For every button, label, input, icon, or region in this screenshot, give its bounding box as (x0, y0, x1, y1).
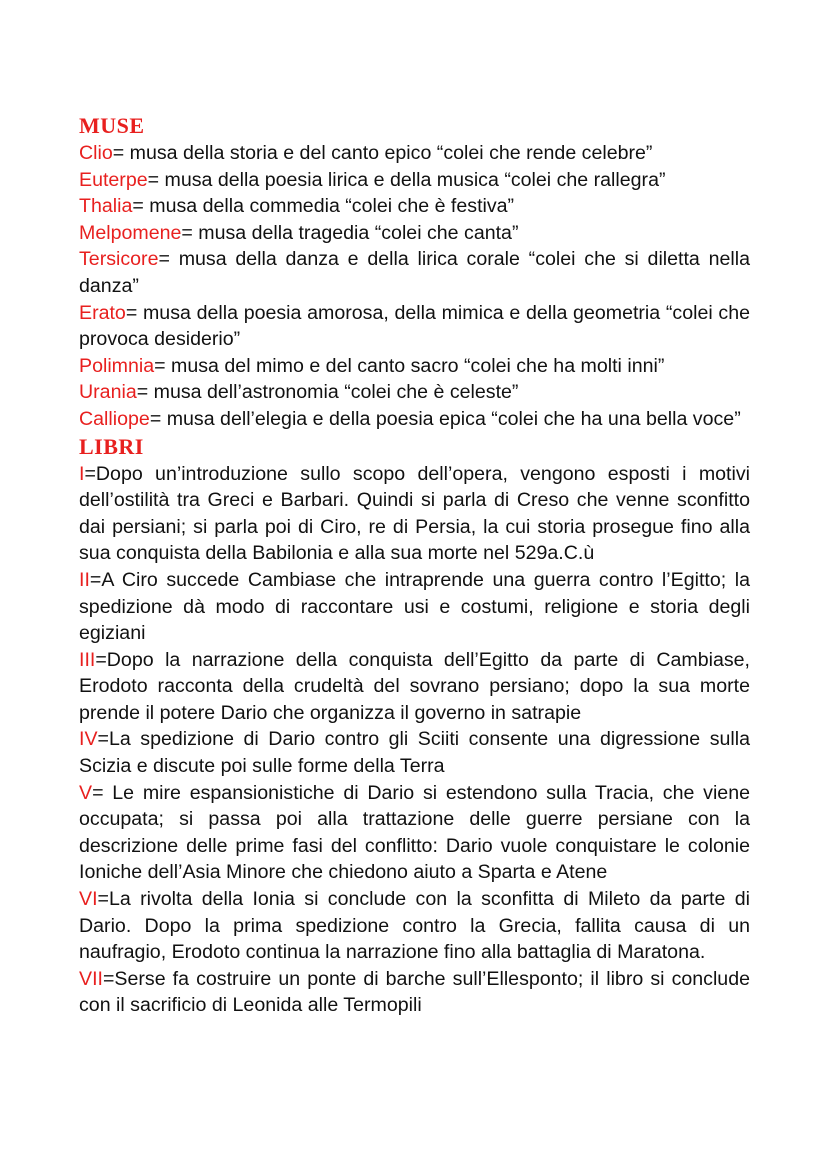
libro-number: VII (79, 967, 103, 990)
muse-entry-erato (79, 300, 750, 353)
libro-entry-3 (79, 647, 750, 727)
libro-entry-4 (79, 726, 750, 779)
muse-name: Melpomene (79, 221, 182, 244)
document-page (79, 112, 750, 1019)
muse-description: = musa della danza e della lirica corale “colei che si diletta nella danza” (79, 248, 750, 297)
libro-summary: =Serse fa costruire un ponte di barche sull’Ellesponto; il libro si conclude con il sacrificio di Leonida alle Termopili (79, 967, 750, 1017)
muse-heading: MUSE (79, 113, 145, 138)
muse-name: Thalia (79, 195, 133, 218)
libro-summary: =Dopo la narrazione della conquista dell’Egitto da parte di Cambiase, Erodoto racconta della crudeltà del sovrano persiano; dopo la sua morte prende il potere Dario che organizza il governo in satrapie (79, 648, 750, 724)
muse-name: Clio (79, 142, 113, 164)
muse-description: = musa dell’astronomia “colei che è celeste” (136, 381, 519, 404)
muse-description: = musa del mimo e del canto sacro “colei che ha molti inni” (154, 354, 665, 377)
muse-description: = musa della commedia “colei che è festiva” (132, 195, 515, 218)
muse-entry-calliope (79, 406, 750, 433)
libro-entry-5 (79, 780, 750, 886)
libro-number: II (79, 568, 90, 591)
muse-name: Calliope (79, 407, 150, 430)
muse-description: = musa della poesia amorosa, della mimica e della geometria “colei che provoca desiderio” (79, 301, 750, 351)
muse-entry-clio (79, 140, 750, 167)
libro-summary: = Le mire espansionistiche di Dario si estendono sulla Tracia, che viene occupata; si passa poi alla trattazione delle guerre persiane con la descrizione delle prime fasi del conflitto: Dario vuole conquistare le colonie Ioniche dell’Asia Minore che chiedono aiuto a Sparta e Atene (79, 781, 750, 884)
libro-number: IV (79, 728, 98, 751)
muse-entry-euterpe (79, 167, 750, 194)
libro-summary: =Dopo un’introduzione sullo scopo dell’opera, vengono esposti i motivi dell’ostilità tra Greci e Barbari. Quindi si parla di Creso che venne sconfitto dai persiani; si parla poi di Ciro, re di Persia, la cui storia prosegue fino alla sua conquista della Babilonia e alla sua morte nel 529a.C.ù (79, 462, 750, 565)
muse-description: = musa della tragedia “colei che canta” (181, 221, 519, 244)
libro-number: I (79, 462, 85, 485)
muse-description: = musa della storia e del canto epico “colei che rende celebre” (112, 142, 653, 164)
muse-name: Erato (79, 301, 126, 324)
libro-number: VI (79, 888, 98, 911)
libro-summary: =La rivolta della Ionia si conclude con la sconfitta di Mileto da parte di Dario. Dopo la prima spedizione contro la Grecia, fallita causa di un naufragio, Erodoto continua la narrazione fino alla battaglia di Maratona. (79, 888, 750, 964)
libro-entry-1 (79, 461, 750, 567)
libri-heading: LIBRI (79, 433, 144, 459)
libro-entry-6 (79, 886, 750, 966)
muse-entry-urania (79, 379, 750, 406)
muse-entry-tersicore (79, 246, 750, 299)
libro-number: V (79, 781, 93, 804)
muse-entry-polimnia (79, 353, 750, 380)
libro-entry-7 (79, 966, 750, 1019)
muse-name: Tersicore (79, 248, 159, 271)
muse-description: = musa dell’elegia e della poesia epica “colei che ha una bella voce” (149, 407, 741, 430)
libro-number: III (79, 648, 96, 671)
muse-entry-melpomene (79, 220, 750, 247)
muse-description: = musa della poesia lirica e della musica “colei che rallegra” (147, 168, 666, 191)
libro-summary: =La spedizione di Dario contro gli Sciiti consente una digressione sulla Scizia e discute poi sulle forme della Terra (79, 728, 750, 778)
libro-summary: =A Ciro succede Cambiase che intraprende una guerra contro l’Egitto; la spedizione dà modo di raccontare usi e costumi, religione e storia degli egiziani (79, 568, 750, 645)
libro-entry-2 (79, 567, 750, 647)
muse-name: Euterpe (79, 168, 148, 191)
muse-entry-thalia (79, 193, 750, 220)
muse-name: Polimnia (79, 354, 155, 377)
muse-name: Urania (79, 381, 137, 404)
